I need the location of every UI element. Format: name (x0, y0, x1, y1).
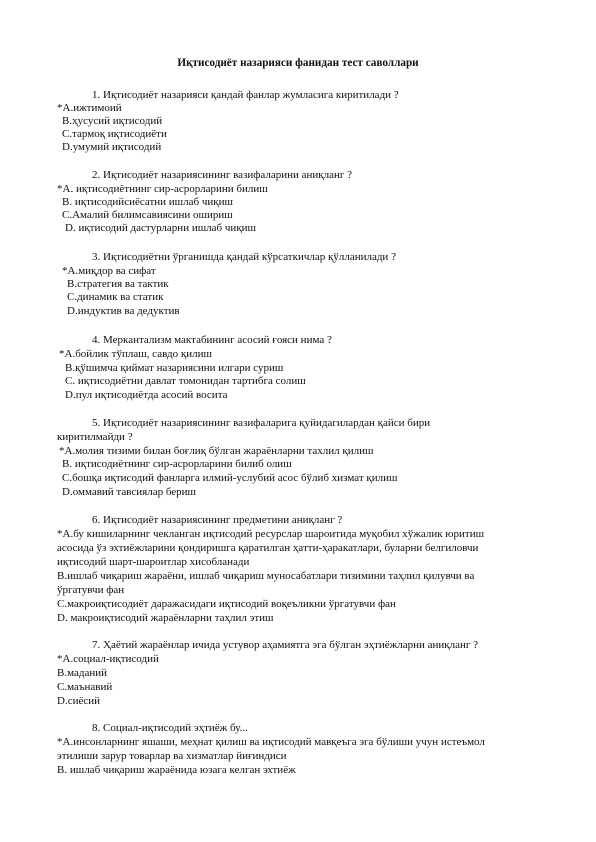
document-title: Иқтисодиёт назарияси фанидан тест саволлари (177, 57, 419, 69)
question-7-answer-d: D.сиёсий (57, 695, 101, 707)
question-5-answer-d: D.оммавий тавсиялар бериш (62, 486, 197, 498)
question-8-answer-line-2: этилиши зарур товарлар ва хизматлар йиғиндиси (57, 750, 287, 762)
question-5-answer-b: В. иқтисодиётнинг сир-асрорларини билиб олиш (62, 458, 292, 470)
question-5-answer-a: *А.молия тизими билан боғлиқ бўлган жараёнларни тахлил қилиш (59, 445, 374, 457)
question-6-answer-line-7: D. макроиқтисодий жараёнларни таҳлил этиш (57, 612, 274, 624)
question-2-text: 2. Иқтисодиёт назариясининг вазифаларини аниқланг ? (92, 169, 353, 181)
question-3-answer-d: D.индуктив ва дедуктив (67, 305, 180, 317)
question-3-answer-b: В.стратегия ва тактик (67, 278, 169, 290)
question-8-answer-line-1: *А.инсонларнинг яшаши, меҳнат қилиш ва иқтисодий мавқеъга эга бўлиши учун истеъмол (57, 736, 485, 748)
question-2-answer-c: С.Амалий билимсавиясини ошириш (62, 209, 233, 221)
question-2-answer-d: D. иқтисодий дастурларни ишлаб чиқиш (65, 222, 257, 234)
question-5-text-line-1: 5. Иқтисодиёт назариясининг вазифаларига қуйидагилардан қайси бири (92, 417, 431, 429)
question-6-answer-line-4: В.ишлаб чиқариш жараёни, ишлаб чиқариш муносабатлари тизимини таҳлил қилувчи ва (57, 570, 475, 582)
question-8-answer-line-3: В. ишлаб чиқариш жараёнида юзага келган эхтиёж (57, 764, 296, 776)
question-3-answer-a: *А.миқдор ва сифат (62, 265, 156, 277)
question-3-text: 3. Иқтисодиётни ўрганишда қандай кўрсаткичлар қўлланилади ? (92, 251, 396, 263)
question-6-answer-line-2: асосида ўз эхтиёжларини қондиришга қаратилган ҳатти-ҳаракатлари, буларни белгиловчи (57, 542, 479, 554)
question-6-answer-line-1: *А.бу кишиларнинг чекланган иқтисодий ресурслар шароитида муқобил хўжалик юритиш (57, 528, 485, 540)
question-7-answer-a: *А.социал-иқтисодий (57, 653, 159, 665)
question-6-answer-line-3: иқтисодий шарт-шароитлар хисобланади (57, 556, 250, 568)
question-4-answer-b: В.қўшимча қиймат назариясини илгари суриш (65, 362, 284, 374)
question-4-answer-c: С. иқтисодиётни давлат томонидан тартибга солиш (65, 375, 306, 387)
question-1-text: 1. Иқтисодиёт назарияси қандай фанлар жумласига киритилади ? (92, 89, 399, 101)
question-5-answer-c: С.бошқа иқтисодий фанларга илмий-услубий асос бўлиб хизмат қилиш (62, 472, 398, 484)
question-6-text: 6. Иқтисодиёт назариясининг предметини аниқланг ? (92, 514, 343, 526)
question-4-answer-a: *А.бойлик тўплаш, савдо қилиш (59, 348, 212, 360)
question-7-answer-b: В.маданий (57, 667, 107, 679)
question-7-text: 7. Ҳаётий жараёнлар ичида устувор аҳамиятга эга бўлган эҳтиёжларни аниқланг ? (92, 639, 479, 651)
question-2-answer-a: *А. иқтисодиётнинг сир-асрорларини билиш (57, 183, 268, 195)
question-3-answer-c: С.динамик ва статик (67, 291, 164, 303)
question-1-answer-b: В.ҳусусий иқтисодий (62, 115, 163, 127)
question-1-answer-d: D.умумий иқтисодий (62, 141, 162, 153)
question-4-answer-d: D.пул иқтисодиётда асосий восита (65, 389, 228, 401)
question-7-answer-c: С.маънавий (57, 681, 113, 693)
question-8-text: 8. Социал-иқтисодий эҳтиёж бу... (92, 722, 248, 734)
question-4-text: 4. Меркантализм мактабининг асосий ғояси нима ? (92, 334, 332, 346)
question-6-answer-line-6: С.макроиқтисодиёт даражасидаги иқтисодий воқеъликни ўргатувчи фан (57, 598, 396, 610)
question-2-answer-b: В. иқтисодийсиёсатни ишлаб чиқиш (62, 196, 233, 208)
question-5-text-line-2: киритилмайди ? (57, 431, 133, 443)
question-6-answer-line-5: ўргатувчи фан (57, 584, 125, 596)
question-1-answer-c: С.тармоқ иқтисодиёти (62, 128, 167, 140)
question-1-answer-a: *А.ижтимоий (57, 102, 122, 114)
